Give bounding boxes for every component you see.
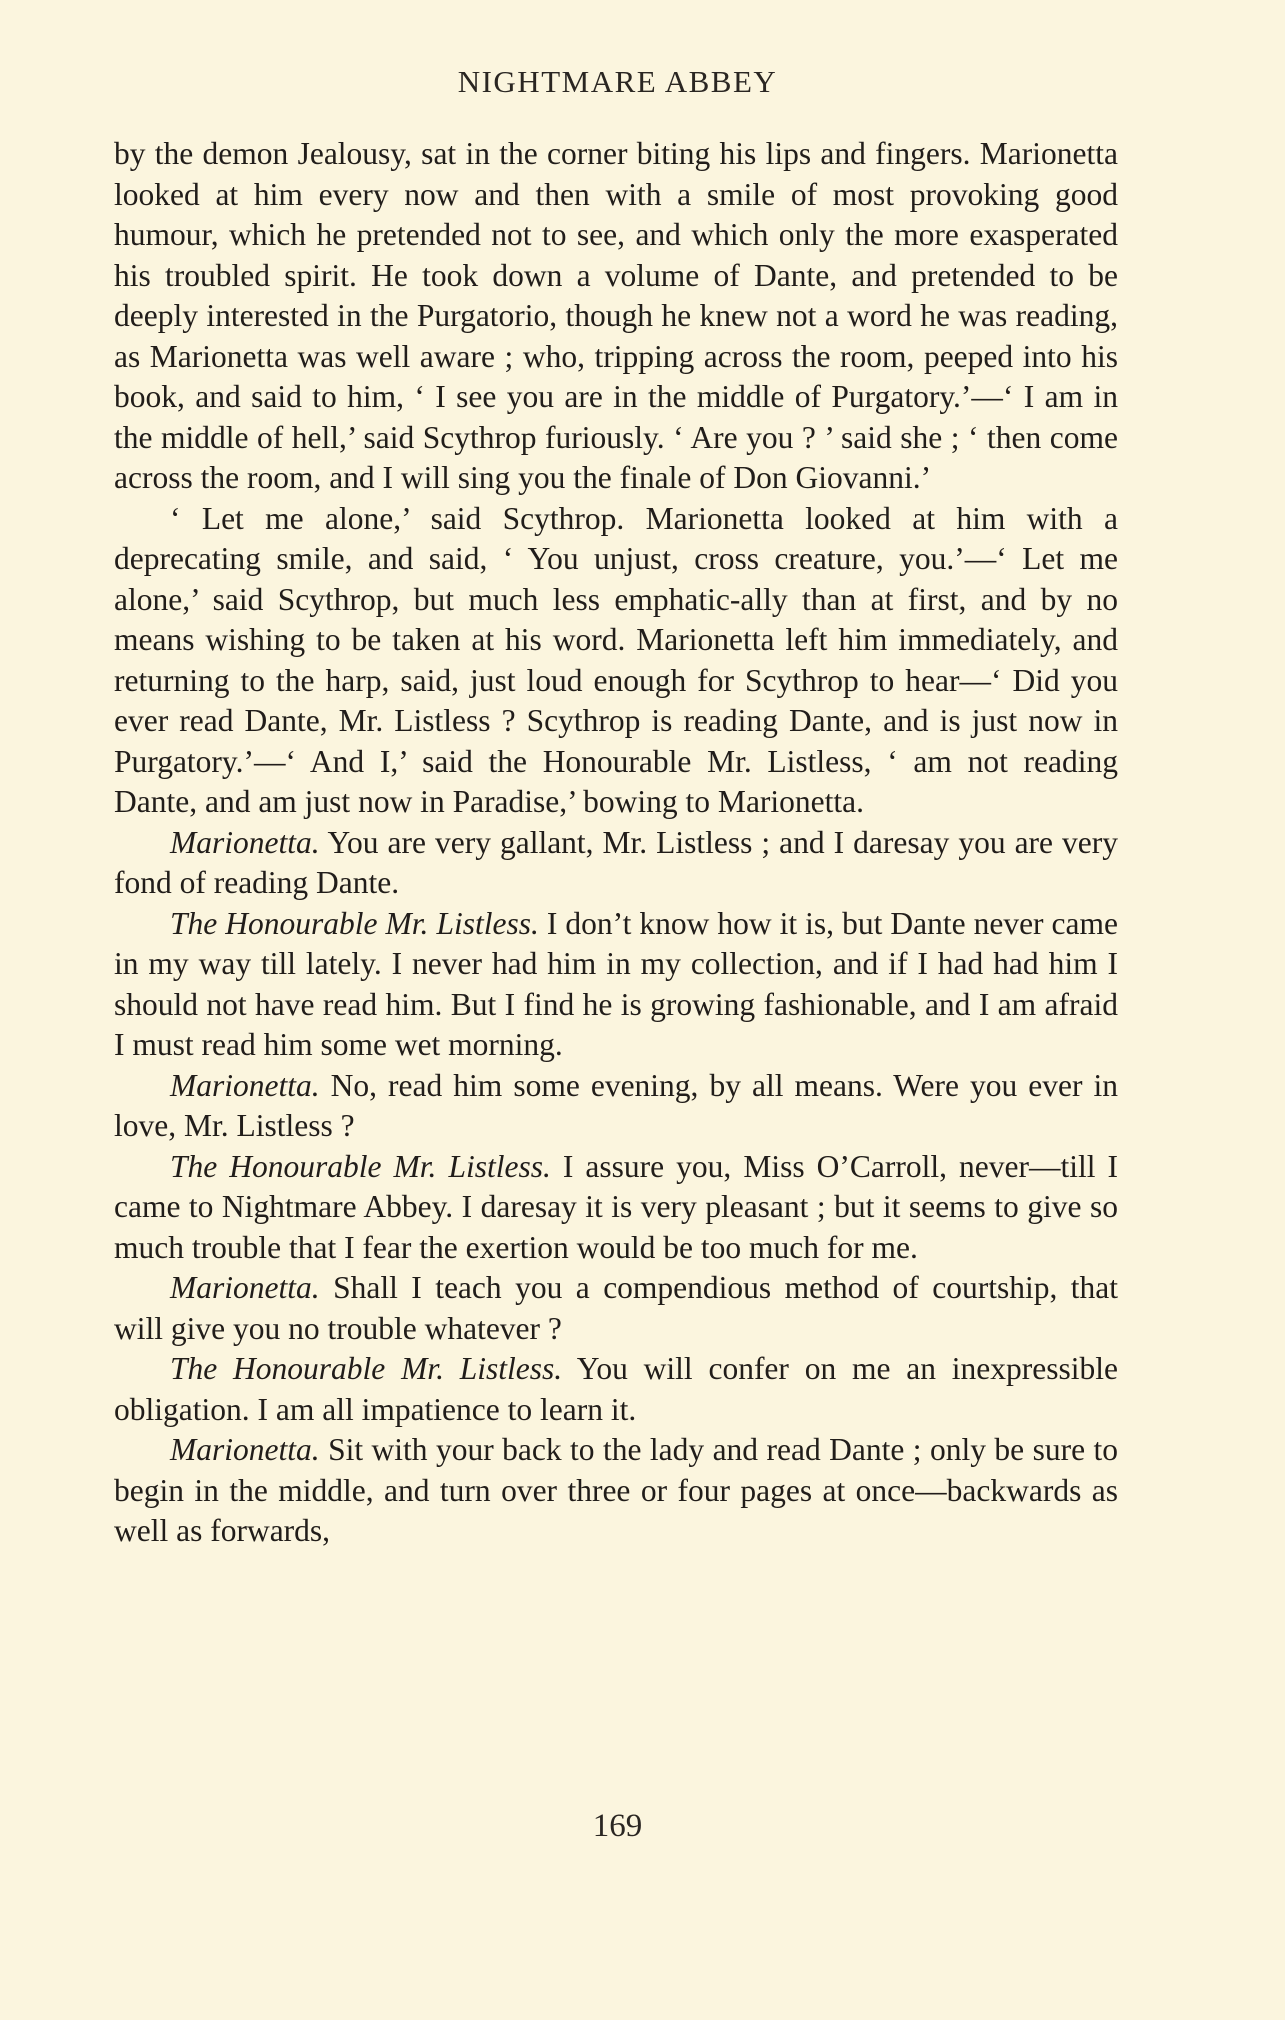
dialogue-paragraph xyxy=(114,904,1118,1066)
paragraph-text: ‘ Let me alone,’ said Scythrop. Marionetta looked at him with a deprecating smile, and said, ‘ You unjust, cross creature, you.’—‘ Let me alone,’ said Scythrop, but much less emphatic-ally than at first, and by no means wishing to be taken at his word. Marionetta left him immediately, and returning to the harp, said, just loud enough for Scythrop to hear—‘ Did you ever read Dante, Mr. Listless ? Scythrop is reading Dante, and is just now in Purgatory.’—‘ And I,’ said the Honourable Mr. Listless, ‘ am not reading Dante, and am just now in Paradise,’ bowing to Marionetta. xyxy=(114,500,1118,819)
dialogue-paragraph xyxy=(114,823,1118,904)
speaker-name: The Honourable Mr. Listless. xyxy=(170,1351,563,1386)
running-head: NIGHTMARE ABBEY xyxy=(457,64,778,99)
dialogue-text: No, read him some evening, by all means. Were you ever in love, Mr. Listless ? xyxy=(114,1067,1118,1143)
speaker-name: The Honourable Mr. Listless. xyxy=(170,905,539,941)
speaker-name: The Honourable Mr. Listless. xyxy=(170,1148,551,1184)
dialogue-text: I assure you, Miss O’Carroll, never—till I came to Nightmare Abbey. I daresay it is very pleasant ; but it seems to give so much trouble that I fear the exertion would be too much for me. xyxy=(114,1148,1118,1265)
speaker-name: Marionetta. xyxy=(170,824,320,860)
dialogue-paragraph xyxy=(114,1430,1118,1552)
dialogue-paragraph xyxy=(114,1268,1118,1349)
speaker-name: Marionetta. xyxy=(170,1067,320,1103)
dialogue-text: I don’t know how it is, but Dante never came in my way till lately. I never had him in my collection, and if I had had him I should not have read him. But I find he is growing fashionable, and I am afraid I must read him some wet morning. xyxy=(114,905,1119,1062)
paragraph xyxy=(114,499,1118,823)
dialogue-text: You will confer on me an inexpressible obligation. I am all impatience to learn it. xyxy=(114,1351,1118,1427)
paragraph xyxy=(114,134,1118,499)
speaker-name: Marionetta. xyxy=(170,1270,320,1305)
dialogue-paragraph xyxy=(114,1349,1118,1430)
paragraph-text: by the demon Jealousy, sat in the corner biting his lips and fingers. Marionetta looked at him every now and then with a smile of most provoking good humour, which he pretended not to see, and which only the more exasperated his troubled spirit. He took down a volume of Dante, and pretended to be deeply interested in the Purgatorio, though he knew not a word he was reading, as Marionetta was well aware ; who, tripping across the room, peeped into his book, and said to him, ‘ I see you are in the middle of Purgatory.’—‘ I am in the middle of hell,’ said Scythrop furiously. ‘ Are you ? ’ said she ; ‘ then come across the room, and I will sing you the finale of Don Giovanni.’ xyxy=(114,136,1118,495)
body-text xyxy=(114,134,1118,1552)
dialogue-text: You are very gallant, Mr. Listless ; and I daresay you are very fond of reading Dante. xyxy=(114,824,1118,900)
dialogue-text: Sit with your back to the lady and read Dante ; only be sure to begin in the middle, and turn over three or four pages at once—backwards as well as forwards, xyxy=(114,1432,1118,1548)
page-number: 169 xyxy=(592,1808,643,1844)
speaker-name: Marionetta. xyxy=(170,1432,320,1467)
dialogue-text: Shall I teach you a compendious method of courtship, that will give you no trouble whatever ? xyxy=(114,1270,1119,1346)
dialogue-paragraph xyxy=(114,1147,1118,1269)
dialogue-paragraph xyxy=(114,1066,1118,1147)
